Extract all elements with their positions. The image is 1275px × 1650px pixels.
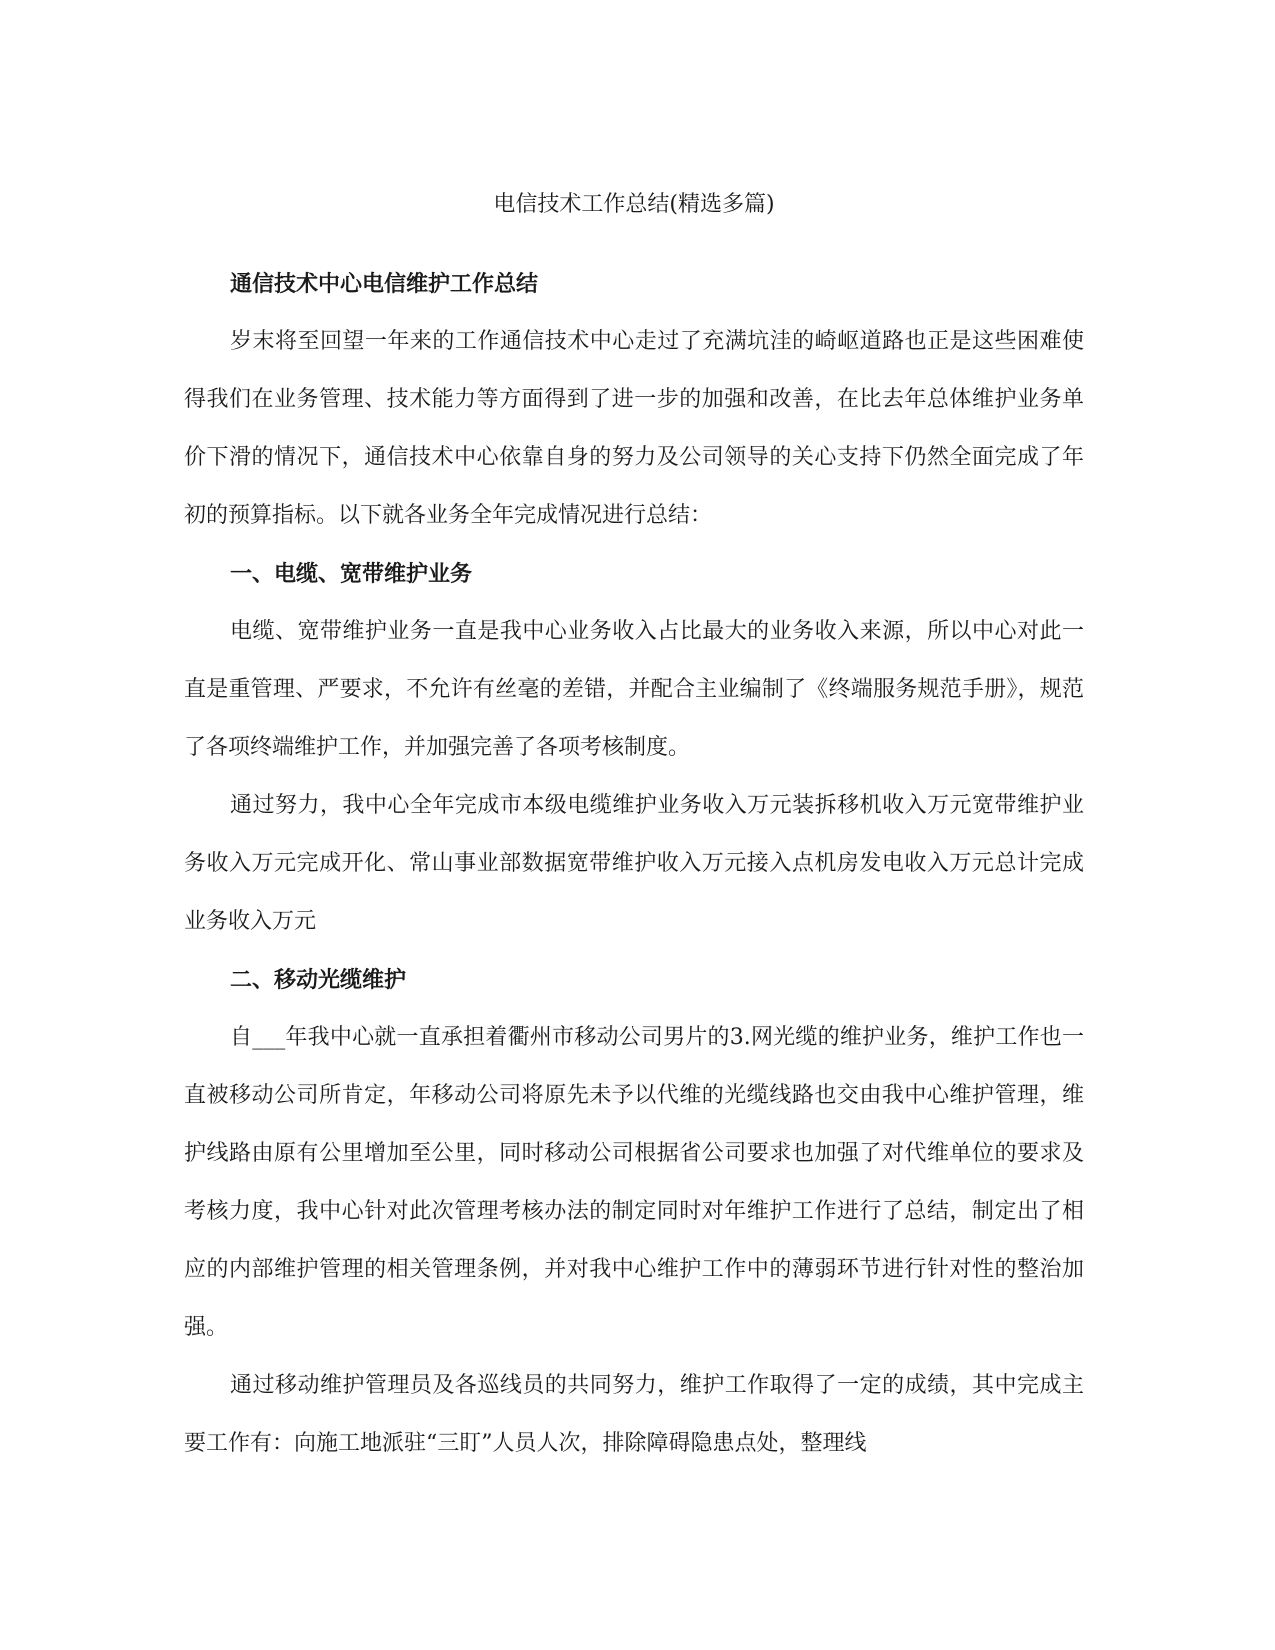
document-title: 电信技术工作总结(精选多篇) bbox=[493, 192, 775, 217]
document-body bbox=[184, 255, 1084, 1473]
paragraph-cable-broadband: 电缆、宽带维护业务一直是我中心业务收入占比最大的业务收入来源，所以中心对此一直是重管理、严要求，不允许有丝毫的差错，并配合主业编制了《终端服务规范手册》，规范了各项终端维护工作，并加强完善了各项考核制度。 bbox=[184, 619, 1084, 760]
section-heading-cable-broadband: 一、电缆、宽带维护业务 bbox=[230, 561, 473, 587]
document-page bbox=[184, 0, 1084, 1650]
section-heading-main: 通信技术中心电信维护工作总结 bbox=[230, 271, 539, 297]
paragraph-achievements: 通过移动维护管理员及各巡线员的共同努力，维护工作取得了一定的成绩，其中完成主要工作有：向施工地派驻“三盯”人员人次，排除障碍隐患点处，整理线 bbox=[184, 1373, 1084, 1456]
paragraph-intro: 岁末将至回望一年来的工作通信技术中心走过了充满坑洼的崎岖道路也正是这些困难使得我们在业务管理、技术能力等方面得到了进一步的加强和改善，在比去年总体维护业务单价下滑的情况下，通信技术中心依靠自身的努力及公司领导的关心支持下仍然全面完成了年初的预算指标。以下就各业务全年完成情况进行总结： bbox=[184, 329, 1084, 528]
paragraph-revenue: 通过努力，我中心全年完成市本级电缆维护业务收入万元装拆移机收入万元宽带维护业务收入万元完成开化、常山事业部数据宽带维护收入万元接入点机房发电收入万元总计完成业务收入万元 bbox=[184, 793, 1084, 934]
paragraph-mobile-fiber: 自___年我中心就一直承担着衢州市移动公司男片的3.网光缆的维护业务，维护工作也一直被移动公司所肯定，年移动公司将原先未予以代维的光缆线路也交由我中心维护管理，维护线路由原有公里增加至公里，同时移动公司根据省公司要求也加强了对代维单位的要求及考核力度，我中心针对此次管理考核办法的制定同时对年维护工作进行了总结，制定出了相应的内部维护管理的相关管理条例，并对我中心维护工作中的薄弱环节进行针对性的整治加强。 bbox=[184, 1025, 1084, 1340]
section-heading-mobile-fiber: 二、移动光缆维护 bbox=[230, 967, 407, 993]
